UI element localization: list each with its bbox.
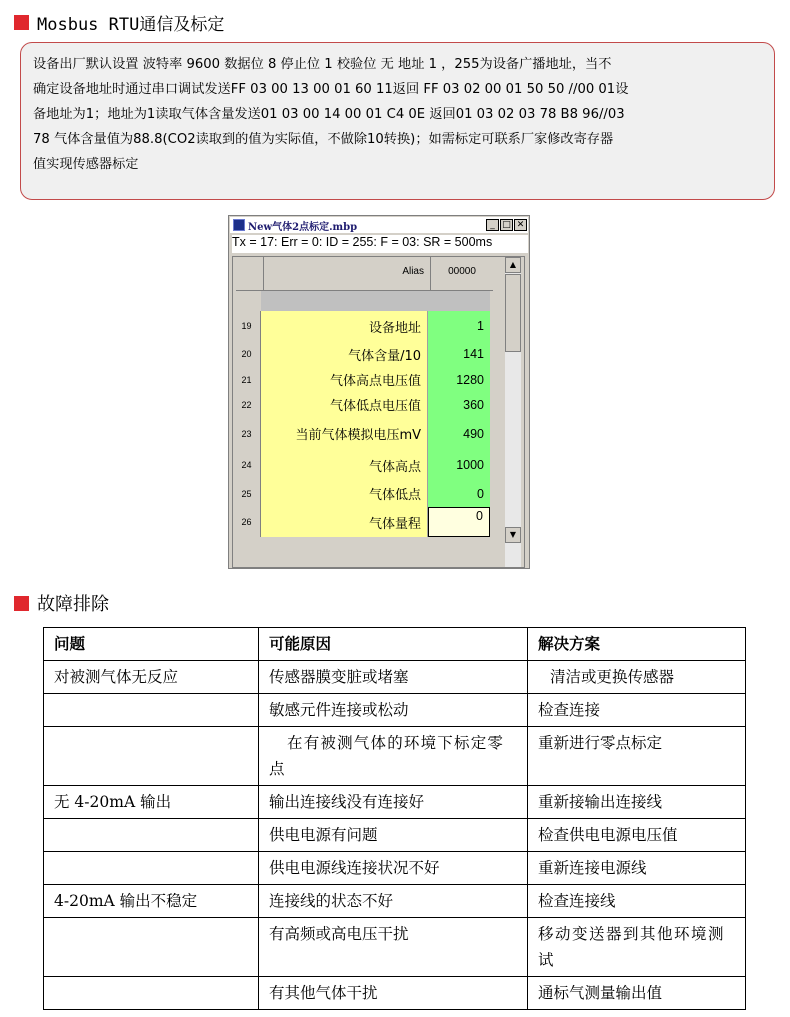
problem-cell: 无 4-20mA 输出 [44,786,259,819]
register-row[interactable] [233,507,490,537]
blank-row-index [233,291,261,311]
problem-cell: 对被测气体无反应 [44,661,259,694]
note-line: 备地址为1；地址为1读取气体含量发送01 03 00 14 00 01 C4 0E 返回01 03 02 03 78 B8 96//03 [33,107,625,122]
cause-cell: 供电电源线连接状况不好 [259,852,528,885]
table-row [44,694,746,727]
solution-cell: 检查连接 [528,694,746,727]
register-label: 气体低点电压值 [261,392,428,417]
register-row[interactable] [233,480,490,507]
register-row[interactable] [233,341,490,367]
solution-cell: 通标气测量输出值 [528,977,746,1010]
problem-cell [44,918,259,977]
solution-cell: 移动变送器到其他环境测试 [528,918,746,977]
window-title: New气体2点标定.mbp [248,221,358,233]
red-square-icon [14,596,29,611]
row-index: 19 [233,311,261,341]
cause-cell: 敏感元件连接或松动 [259,694,528,727]
problem-cell [44,852,259,885]
section-header-modbus [14,10,224,35]
register-row[interactable] [233,392,490,417]
register-value[interactable]: 0 [428,480,490,507]
section-title-modbus: Mosbus RTU通信及标定 [37,15,225,35]
red-square-icon [14,15,29,30]
register-value[interactable]: 141 [428,341,490,367]
register-value-editing[interactable]: 0 [428,507,490,537]
register-grid [232,256,525,568]
register-value[interactable]: 1280 [428,367,490,392]
table-row [44,885,746,918]
cause-cell: 传感器膜变脏或堵塞 [259,661,528,694]
note-line: 值实现传感器标定 [33,157,139,172]
troubleshooting-table [43,627,746,1010]
table-row [44,661,746,694]
cause-cell: 有其他气体干扰 [259,977,528,1010]
row-index: 23 [233,417,261,450]
register-value[interactable]: 360 [428,392,490,417]
solution-cell: 重新进行零点标定 [528,727,746,786]
column-header: 解决方案 [528,628,746,661]
modbus-note-box [20,42,775,200]
solution-cell: 检查连接线 [528,885,746,918]
row-index: 22 [233,392,261,417]
table-row [44,852,746,885]
modbus-poll-window [228,215,530,569]
cause-cell: 在有被测气体的环境下标定零点 [259,727,528,786]
table-header-row [44,628,746,661]
problem-cell [44,727,259,786]
section-title-troubleshooting: 故障排除 [37,594,109,615]
row-index: 21 [233,367,261,392]
problem-cell [44,694,259,727]
column-header: 可能原因 [259,628,528,661]
table-row [44,918,746,977]
scroll-up-icon[interactable]: ▲ [505,257,521,273]
cause-cell: 供电电源有问题 [259,819,528,852]
register-row[interactable] [233,450,490,480]
cause-cell: 输出连接线没有连接好 [259,786,528,819]
table-row [44,727,746,786]
status-line: Tx = 17: Err = 0: ID = 255: F = 03: SR = 500ms [232,235,528,253]
problem-cell [44,819,259,852]
register-value[interactable]: 490 [428,417,490,450]
note-line: 设备出厂默认设置 波特率 9600 数据位 8 停止位 1 校验位 无 地址 1 ，255为设备广播地址，当不 [33,57,612,72]
column-header: 问题 [44,628,259,661]
register-label: 气体含量/10 [261,341,428,367]
grid-corner [236,257,264,291]
row-index: 25 [233,480,261,507]
section-header-troubleshooting [14,590,109,616]
solution-cell: 重新连接电源线 [528,852,746,885]
table-row [44,977,746,1010]
register-label: 气体高点电压值 [261,367,428,392]
cause-cell: 连接线的状态不好 [259,885,528,918]
solution-cell: 清洁或更换传感器 [528,661,746,694]
note-line: 确定设备地址时通过串口调试发送FF 03 00 13 00 01 60 11返回 FF 03 02 00 01 50 50 //00 01设 [33,82,629,97]
solution-cell: 检查供电电源电压值 [528,819,746,852]
vertical-scrollbar[interactable] [505,257,521,567]
register-label: 当前气体模拟电压mV [261,417,428,450]
solution-cell: 重新接输出连接线 [528,786,746,819]
blank-row [261,291,490,311]
note-line: 78 气体含量值为88.8(CO2读取到的值为实际值，不做除10转换)；如需标定可联系厂家修改寄存器 [33,132,614,147]
register-label: 气体高点 [261,450,428,480]
register-label: 气体低点 [261,480,428,507]
scroll-thumb[interactable] [505,274,521,352]
row-index: 20 [233,341,261,367]
register-row[interactable] [233,311,490,341]
register-value[interactable]: 1 [428,311,490,341]
scroll-down-icon[interactable]: ▼ [505,527,521,543]
register-row[interactable] [233,417,490,450]
register-label: 气体量程 [261,507,428,537]
cause-cell: 有高频或高电压干扰 [259,918,528,977]
value-column-header: 00000 [431,257,493,291]
row-index: 26 [233,507,261,537]
problem-cell [44,977,259,1010]
window-title-bar [230,217,528,233]
register-value[interactable]: 1000 [428,450,490,480]
maximize-icon[interactable]: □ [500,219,513,231]
row-index: 24 [233,450,261,480]
minimize-icon[interactable]: _ [486,219,499,231]
register-label: 设备地址 [261,311,428,341]
table-row [44,786,746,819]
register-row[interactable] [233,367,490,392]
close-icon[interactable]: ✕ [514,219,527,231]
app-icon [233,219,245,231]
alias-column-header: Alias [264,257,431,291]
table-row [44,819,746,852]
problem-cell: 4-20mA 输出不稳定 [44,885,259,918]
